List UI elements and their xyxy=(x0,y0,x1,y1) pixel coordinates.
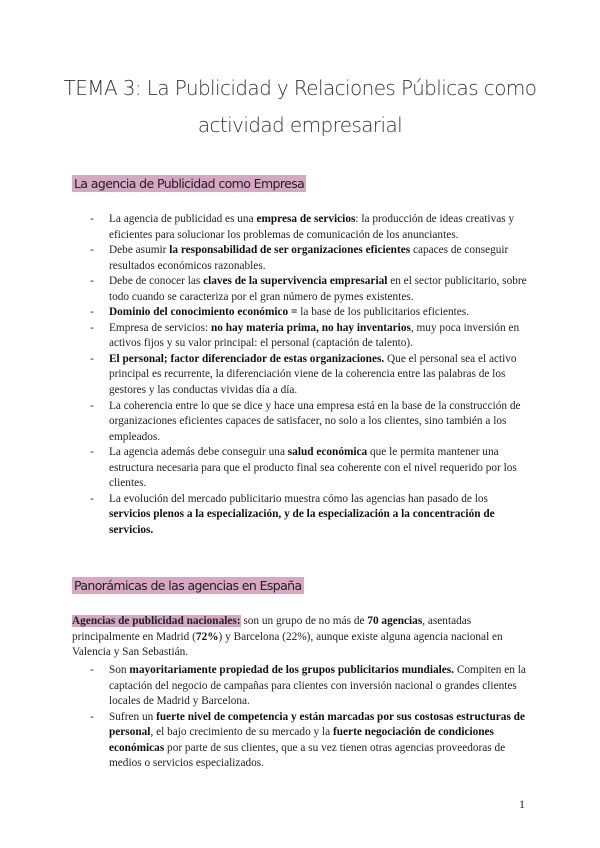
panorama-bullet-list xyxy=(90,663,530,772)
section-heading-panorama: Panorámicas de las agencias en España xyxy=(74,578,302,593)
dash-bullet: - xyxy=(90,244,94,257)
dash-bullet: - xyxy=(90,492,94,505)
list-item: - El personal; factor diferenciador de estas organizaciones. Que el personal sea el activo principal es recurrente, la diferenciación viene de la coherencia entre las palabras de los gestores y las conductas vividas día a día. xyxy=(90,352,517,397)
dash-bullet: - xyxy=(90,446,94,459)
list-item: - Debe asumir la responsabilidad de ser organizaciones eficientes capaces de conseguir resultados económicos razonables. xyxy=(90,244,509,272)
dash-bullet: - xyxy=(90,306,94,319)
list-item: - Empresa de servicios: no hay materia prima, no hay inventarios, muy poca inversión en activos fijos y su valor principal: el personal (captación de talento). xyxy=(90,321,520,350)
list-item: - La agencia además debe conseguir una salud económica que le permita mantener una estructura necesaria para que el producto final sea coherente con el nivel requerido por los clientes. xyxy=(90,446,517,490)
national-agencies-paragraph: Agencias de publicidad nacionales: son un grupo de no más de 70 agencias, asentadas principalmente en Madrid (72%) y Barcelona (22%), aunque existe alguna agencia nacional en Valencia y San Sebastián. xyxy=(72,615,503,659)
page-number: 1 xyxy=(519,797,525,811)
section-heading-agency: La agencia de Publicidad como Empresa xyxy=(74,176,305,191)
dash-bullet: - xyxy=(90,352,94,365)
list-item: - La coherencia entre lo que se dice y hace una empresa está en la base de la construcción de organizaciones eficientes capaces de satisfacer, no solo a los clientes, sino también a los empleados. xyxy=(90,399,521,443)
agency-bullet-list xyxy=(90,212,530,538)
list-item: - Dominio del conocimiento económico = la base de los publicitarios eficientes. xyxy=(90,305,530,321)
list-item: - Debe de conocer las claves de la supervivencia empresarial en el sector publicitario, sobre todo cuando se caracteriza por el gran número de pymes existentes. xyxy=(90,275,527,303)
title-line-2: actividad empresarial xyxy=(197,113,403,137)
dash-bullet: - xyxy=(90,399,94,412)
list-item: - La evolución del mercado publicitario muestra cómo las agencias han pasado de los servicios plenos a la especialización, y de la especialización a la concentración de servicios. xyxy=(90,492,495,536)
list-item: - Sufren un fuerte nivel de competencia y están marcadas por sus costosas estructuras de personal, el bajo crecimiento de su mercado y la fuerte negociación de condiciones económicas por parte de sus clientes, que a su vez tienen otras agencias proveedoras de medios o servicios especializados. xyxy=(90,710,525,770)
list-item: - La agencia de publicidad es una empresa de servicios: la producción de ideas creativas y eficientes para solucionar los problemas de comunicación de los anunciantes. xyxy=(90,213,515,241)
dash-bullet: - xyxy=(90,710,94,723)
dash-bullet: - xyxy=(90,275,94,288)
title-line-1: TEMA 3: La Publicidad y Relaciones Públicas como xyxy=(63,76,537,100)
dash-bullet: - xyxy=(90,664,94,676)
highlighted-term: Agencias de publicidad nacionales: xyxy=(72,615,241,627)
dash-bullet: - xyxy=(90,321,94,334)
list-item: - Son mayoritariamente propiedad de los grupos publicitarios mundiales. Compiten en la captación del negocio de campañas para clientes con inversión nacional o grandes clientes locales de Madrid y Barcelona. xyxy=(90,664,526,708)
dash-bullet: - xyxy=(90,213,94,225)
page-title xyxy=(60,70,540,144)
